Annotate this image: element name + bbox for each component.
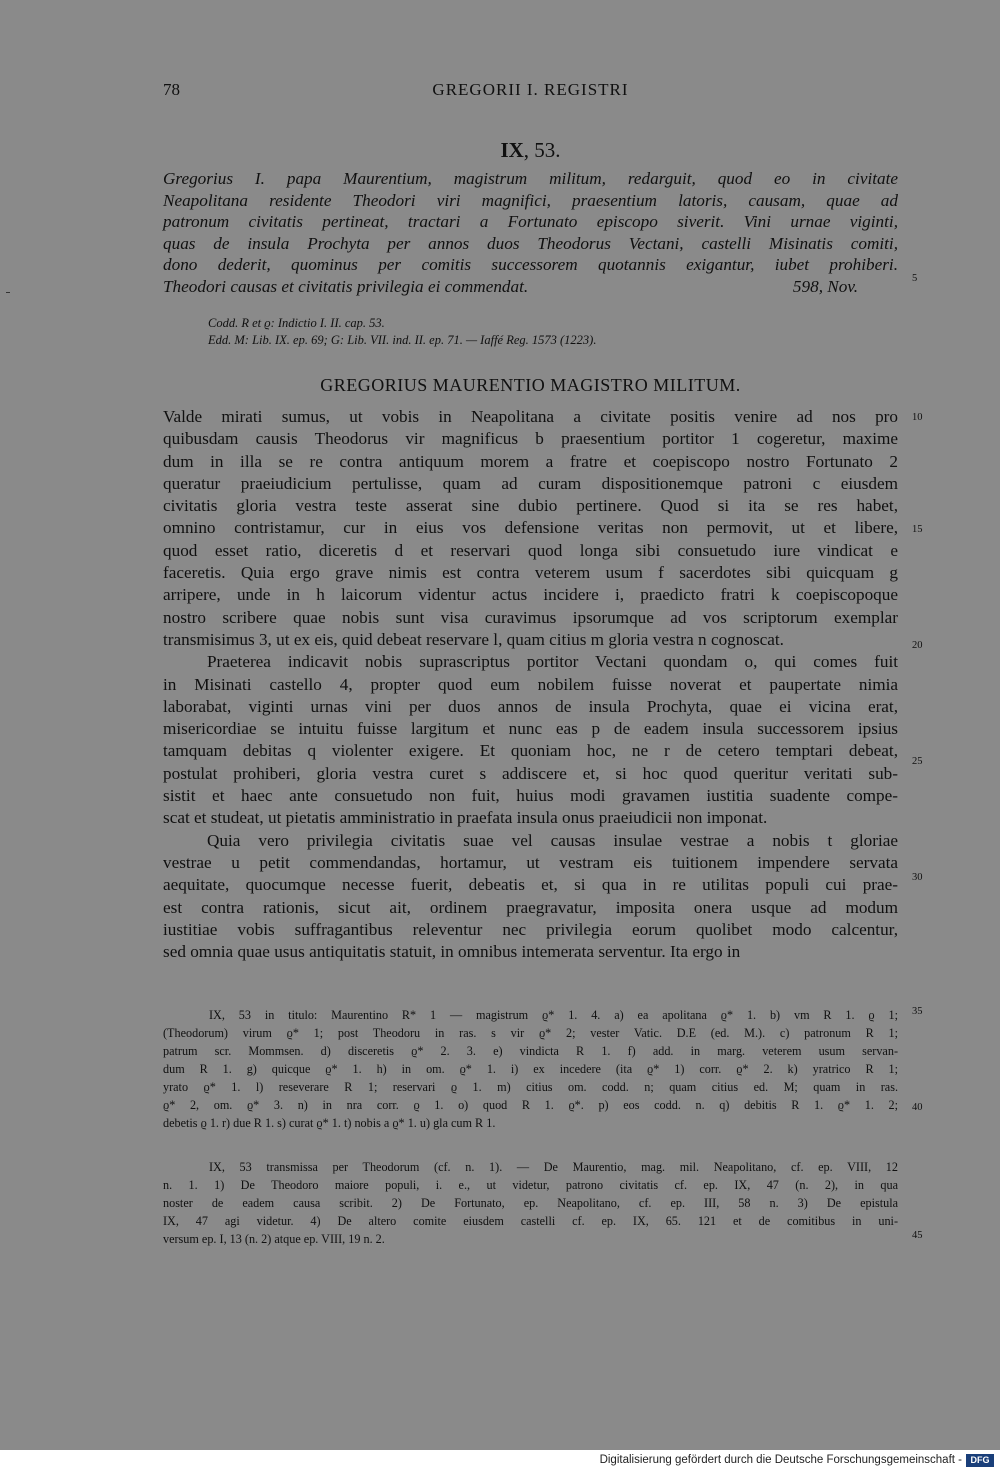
apparatus-line: (Theodorum) virum ϱ* 1; post Theodoru in ras. s vir ϱ* 2; vester Vatic. D.E (ed. M.). c) patronum R 1; xyxy=(163,1026,898,1040)
line-number: 20 xyxy=(912,640,923,651)
page-header xyxy=(163,80,898,104)
body-line: nostro scribere quae nobis sunt visa curavimus ipsorumque ad vos scriptorum exemplar xyxy=(163,607,898,627)
line-number: 25 xyxy=(912,756,923,767)
body-line: faceretis. Quia ergo grave nimis est contra veterem usum f sacerdotes sibi quicquam g xyxy=(163,563,898,583)
commentary-line: noster de eadem causa scribit. 2) De Fortunato, ep. Neapolitano, cf. ep. III, 58 n. 3) De epistula xyxy=(163,1196,898,1210)
apparatus-line: dum R 1. g) quicque ϱ* 1. h) in om. ϱ* 1. i) ex incedere (ita ϱ* 1) corr. ϱ* 2. k) yratrico R 1; xyxy=(163,1062,898,1076)
body-line: transmisimus 3, ut ex eis, quid debeat reservare l, quam citius m gloria vestra n cognoscat. xyxy=(163,629,784,649)
dfg-logo: DFG xyxy=(966,1454,994,1467)
running-title: GREGORII I. REGISTRI xyxy=(432,80,629,99)
margin-tick xyxy=(6,292,10,293)
letter-number xyxy=(163,138,898,163)
commentary-line: n. 1. 1) De Theodoro maiore populi, i. e., ut videtur, patrono civitatis cf. ep. IX, 47 (n. 2), in qua xyxy=(163,1178,898,1192)
line-number: 35 xyxy=(912,1006,923,1017)
line-number: 30 xyxy=(912,872,923,883)
line-number: 40 xyxy=(912,1102,923,1113)
body-line: Quia vero privilegia civitatis suae vel causas insulae vestrae a nobis t gloriae xyxy=(207,830,898,850)
letter-title: GREGORIUS MAURENTIO MAGISTRO MILITUM. xyxy=(320,375,741,395)
apparatus-line: debetis ϱ 1. r) due R 1. s) curat ϱ* 1. t) nobis a ϱ* 1. u) gla cum R 1. xyxy=(163,1116,496,1130)
summary-last-line xyxy=(163,276,898,298)
summary-line: Theodori causas et civitatis privilegia ei commendat. xyxy=(163,276,529,296)
body-line: laborabat, viginti urnas vini per duos annos de insula Prochyta, quae ei vicina erat, xyxy=(163,696,898,716)
codices-line: Codd. R et ϱ: Indictio I. II. cap. 53. xyxy=(208,316,385,330)
apparatus-line: ϱ* 2, om. ϱ* 3. n) in nra corr. ϱ 1. o) quod R 1. ϱ*. p) eos codd. n. q) debitis R 1. ϱ* 1. 2; xyxy=(163,1098,898,1112)
apparatus-line: patrum scr. Mommsen. d) disceretis ϱ* 2. 3. e) vindicta R 1. f) add. in marg. veterem usum servan- xyxy=(163,1044,898,1058)
body-line: civitatis gloria vestra teste asserat sine dubio pertinere. Quod si ita se res habet, xyxy=(163,496,898,516)
summary-line: quas de insula Prochyta per annos duos Theodorus Vectani, castelli Misinatis comiti, xyxy=(163,233,898,253)
apparatus-line: yrato ϱ* 1. l) reseverare R 1; reservari ϱ 1. m) citius om. codd. n; quam citius ed. M; quam in ras. xyxy=(163,1080,898,1094)
body-line: arripere, unde in h laicorum videntur actus incidere i, praedicto fratri k coepiscopoque xyxy=(163,585,898,605)
line-number: 45 xyxy=(912,1230,923,1241)
body-line: est contra rationis, sicut ait, ordinem praegravatur, imposita onera usque ad modum xyxy=(163,897,898,917)
body-line: postulat prohiberi, gloria vestra curet s addiscere et, si hoc quod queritur veritati sub- xyxy=(163,763,898,783)
summary xyxy=(163,168,898,297)
body-line: omnino contristamur, cur in eius vos defensione veritas non permovit, ut et libere, xyxy=(163,518,898,538)
body-line: queratur praeiudicium pertulisse, quam ad curam dispositionemque patroni c eiusdem xyxy=(163,473,898,493)
body-line: vestrae u petit commendandas, hortamur, ut vestram eis tuitionem impendere servata xyxy=(163,852,898,872)
body-line: misericordiae se intuitu fuisse largitum et nunc eas p de eadem insula successorem ipsius xyxy=(163,719,898,739)
summary-date: 598, Nov. xyxy=(792,276,858,296)
body-line: scat et studeat, ut pietatis amministratio in praefata insula onus praeiudicii non imponat. xyxy=(163,808,768,828)
summary-line: Neapolitana residente Theodori viri magnifici, praesentium latoris, causam, quae ad xyxy=(163,190,898,210)
critical-apparatus xyxy=(163,1006,898,1132)
line-number: 10 xyxy=(912,412,923,423)
body-line: tamquam debitas q violenter exigere. Et quoniam hoc, ne r de cetero temptari debeat, xyxy=(163,741,898,761)
body-line: Valde mirati sumus, ut vobis in Neapolitana a civitate positis venire ad nos pro xyxy=(163,407,898,426)
body-line: in Misinati castello 4, propter quod eum nobilem fuisse noverat et paupertate nimia xyxy=(163,674,898,694)
page-number: 78 xyxy=(163,80,180,99)
book-number: IX xyxy=(500,138,524,162)
letter-body xyxy=(163,406,898,963)
body-line: sistit et haec ante consuetudo non fuit, huius modi gravamen iustitia suadente compe- xyxy=(163,786,898,806)
historical-commentary xyxy=(163,1158,898,1248)
summary-line: Gregorius I. papa Maurentium, magistrum militum, redarguit, quod eo in civitate xyxy=(163,169,898,188)
editions-line: Edd. M: Lib. IX. ep. 69; G: Lib. VII. ind. II. ep. 71. — Iaffé Reg. 1573 (1223). xyxy=(208,333,597,347)
summary-line: patronum civitatis pertineat, tractari a Fortunato episcopo siverit. Vini urnae viginti, xyxy=(163,212,898,231)
body-line: aequitate, quocumque necesse fuerit, debeatis et, si qua in re utilitas populi cui prae- xyxy=(163,875,898,895)
funding-notice: Digitalisierung gefördert durch die Deutsche Forschungsgemeinschaft - xyxy=(599,1454,962,1466)
body-line: Praeterea indicavit nobis suprascriptus portitor Vectani quondam o, qui comes fuit xyxy=(207,652,898,672)
footer-bar xyxy=(0,1450,1000,1472)
body-line: quod esset ratio, diceretis d et reservari quod longa sibi consuetudo iure vindicat e xyxy=(163,540,898,560)
line-number: 15 xyxy=(912,524,923,535)
commentary-line: IX, 47 agi videtur. 4) De altero comite eiusdem castelli cf. ep. IX, 65. 121 et de comitibus in uni- xyxy=(163,1214,898,1228)
commentary-line: versum ep. I, 13 (n. 2) atque ep. VIII, 19 n. 2. xyxy=(163,1232,385,1246)
apparatus-line: IX, 53 in titulo: Maurentino R* 1 — magistrum ϱ* 1. 4. a) ea apolitana ϱ* 1. b) vm R 1. ϱ 1; xyxy=(209,1008,898,1022)
codices-note xyxy=(208,315,596,349)
body-line: iustitiae vobis suffragantibus releventur nec privilegia eorum quolibet modo calcentur, xyxy=(163,919,898,939)
body-line: dum in illa se re contra antiquum morem a fratre et coepiscopo nostro Fortunato 2 xyxy=(163,451,898,471)
body-line: quibusdam causis Theodorus vir magnificus b praesentium portitor 1 cogeretur, maxime xyxy=(163,429,898,449)
summary-line: dono dederit, quominus per comitis successorem quotannis exigantur, iubet prohiberi. xyxy=(163,255,898,274)
commentary-line: IX, 53 transmissa per Theodorum (cf. n. 1). — De Maurentio, mag. mil. Neapolitano, cf. ep. VIII, 12 xyxy=(209,1160,898,1174)
line-number: 5 xyxy=(912,273,918,284)
letter-index: , 53. xyxy=(523,138,561,162)
body-line: sed omnia quae usus antiquitatis statuit, in omnibus intemerata serventur. Ita ergo in xyxy=(163,942,741,962)
